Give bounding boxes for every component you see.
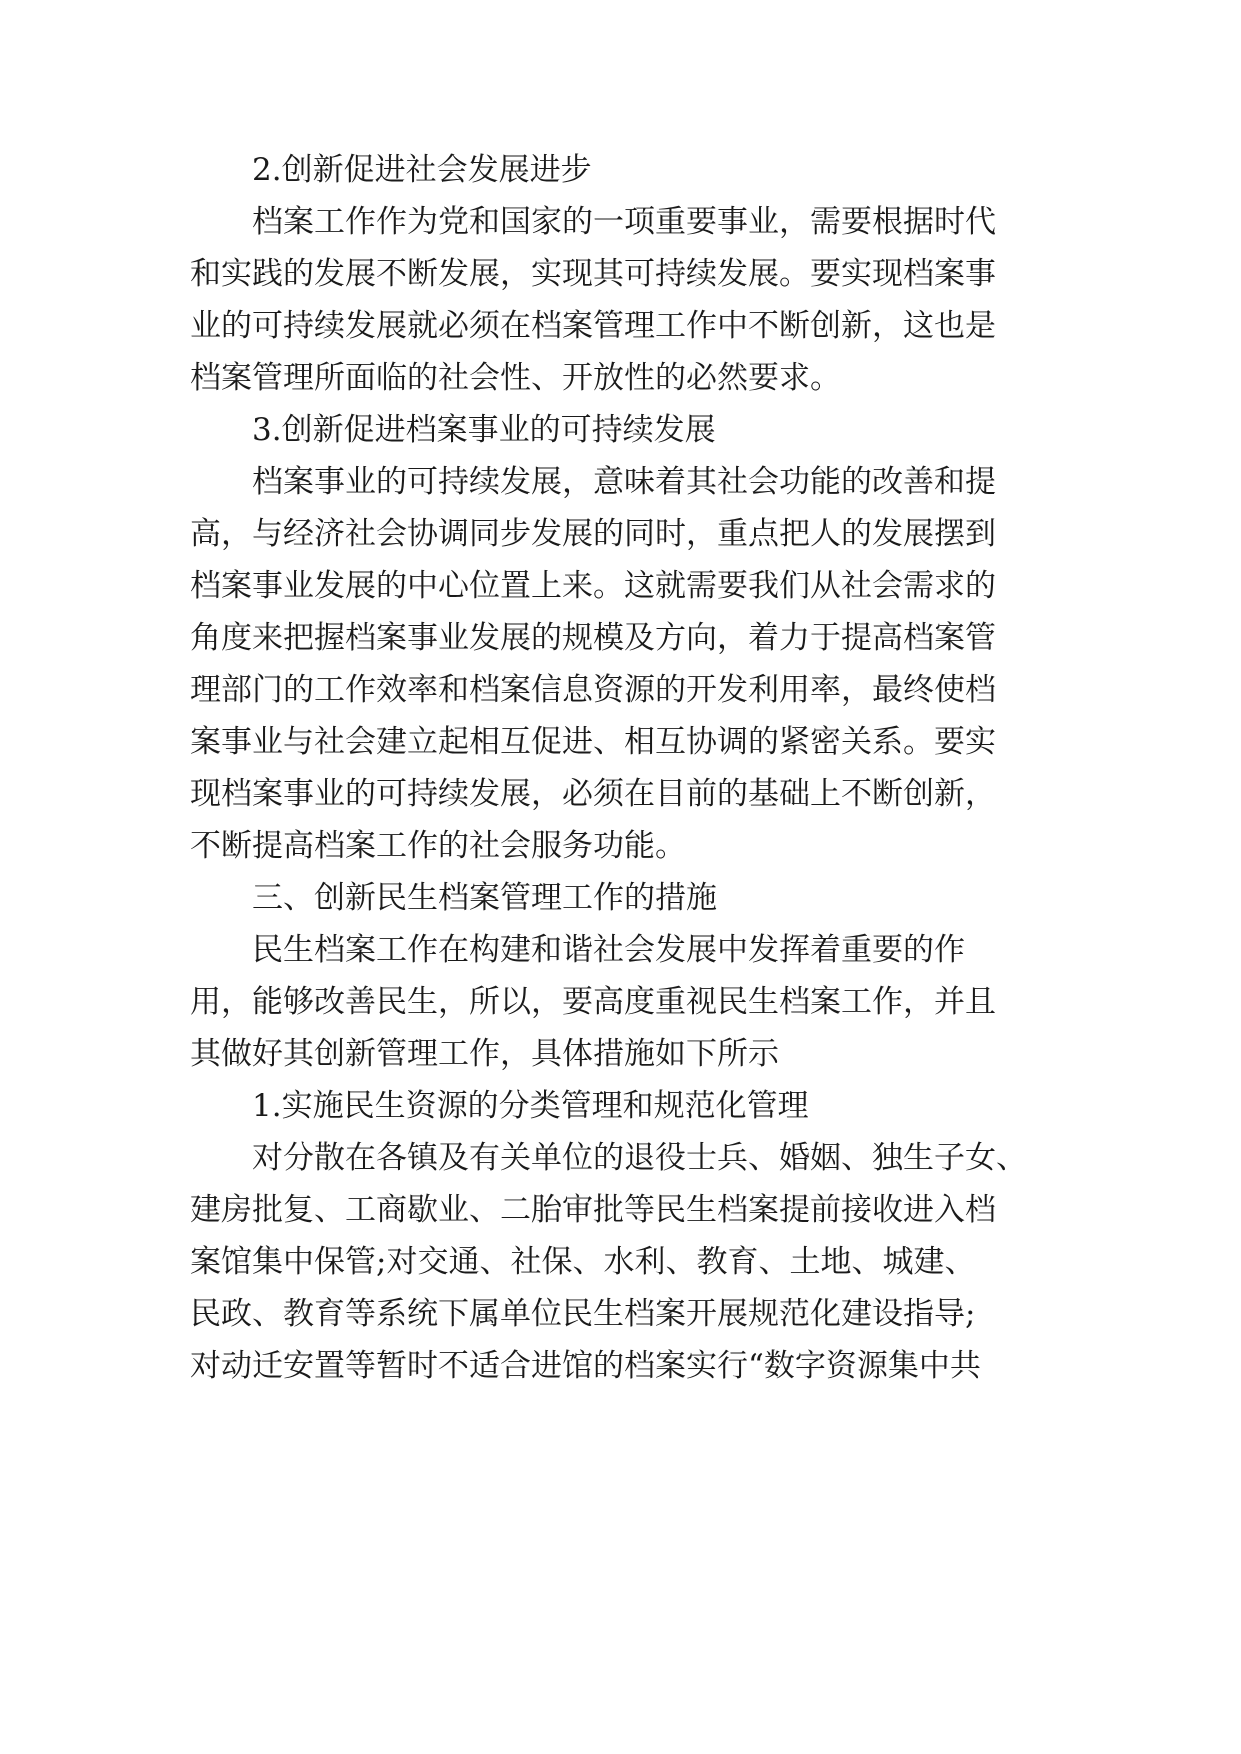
paragraph-line: 案馆集中保管;对交通、社保、水利、教育、土地、城建、 [190,1244,976,1280]
paragraph-line: 对动迁安置等暂时不适合进馆的档案实行“数字资源集中共 [190,1348,981,1384]
paragraph-line: 理部门的工作效率和档案信息资源的开发利用率，最终使档 [190,672,996,708]
section-heading-2: 2.创新促进社会发展进步 [252,152,592,188]
paragraph-line: 档案工作作为党和国家的一项重要事业，需要根据时代 [252,204,996,240]
paragraph-line: 用，能够改善民生，所以，要高度重视民生档案工作，并且 [190,984,996,1020]
paragraph-line: 对分散在各镇及有关单位的退役士兵、婚姻、独生子女、 [252,1140,1027,1176]
paragraph-line: 业的可持续发展就必须在档案管理工作中不断创新，这也是 [190,308,996,344]
paragraph-line: 现档案事业的可持续发展，必须在目前的基础上不断创新， [190,776,996,812]
section-heading-three: 三、创新民生档案管理工作的措施 [252,880,717,916]
paragraph-line: 案事业与社会建立起相互促进、相互协调的紧密关系。要实 [190,724,996,760]
paragraph-line: 建房批复、工商歇业、二胎审批等民生档案提前接收进入档 [190,1192,996,1228]
section-heading-1: 1.实施民生资源的分类管理和规范化管理 [252,1088,809,1124]
paragraph-line: 民生档案工作在构建和谐社会发展中发挥着重要的作 [252,932,965,968]
paragraph-line: 民政、教育等系统下属单位民生档案开展规范化建设指导; [190,1296,976,1332]
paragraph-line: 和实践的发展不断发展，实现其可持续发展。要实现档案事 [190,256,996,292]
section-heading-3: 3.创新促进档案事业的可持续发展 [252,412,716,448]
paragraph-line: 其做好其创新管理工作，具体措施如下所示 [190,1036,779,1072]
paragraph-line: 角度来把握档案事业发展的规模及方向，着力于提高档案管 [190,620,996,656]
paragraph-line: 档案管理所面临的社会性、开放性的必然要求。 [190,360,841,396]
paragraph-line: 高，与经济社会协调同步发展的同时，重点把人的发展摆到 [190,516,996,552]
paragraph-line: 档案事业的可持续发展，意味着其社会功能的改善和提 [252,464,996,500]
paragraph-line: 档案事业发展的中心位置上来。这就需要我们从社会需求的 [190,568,996,604]
paragraph-line: 不断提高档案工作的社会服务功能。 [190,828,686,864]
